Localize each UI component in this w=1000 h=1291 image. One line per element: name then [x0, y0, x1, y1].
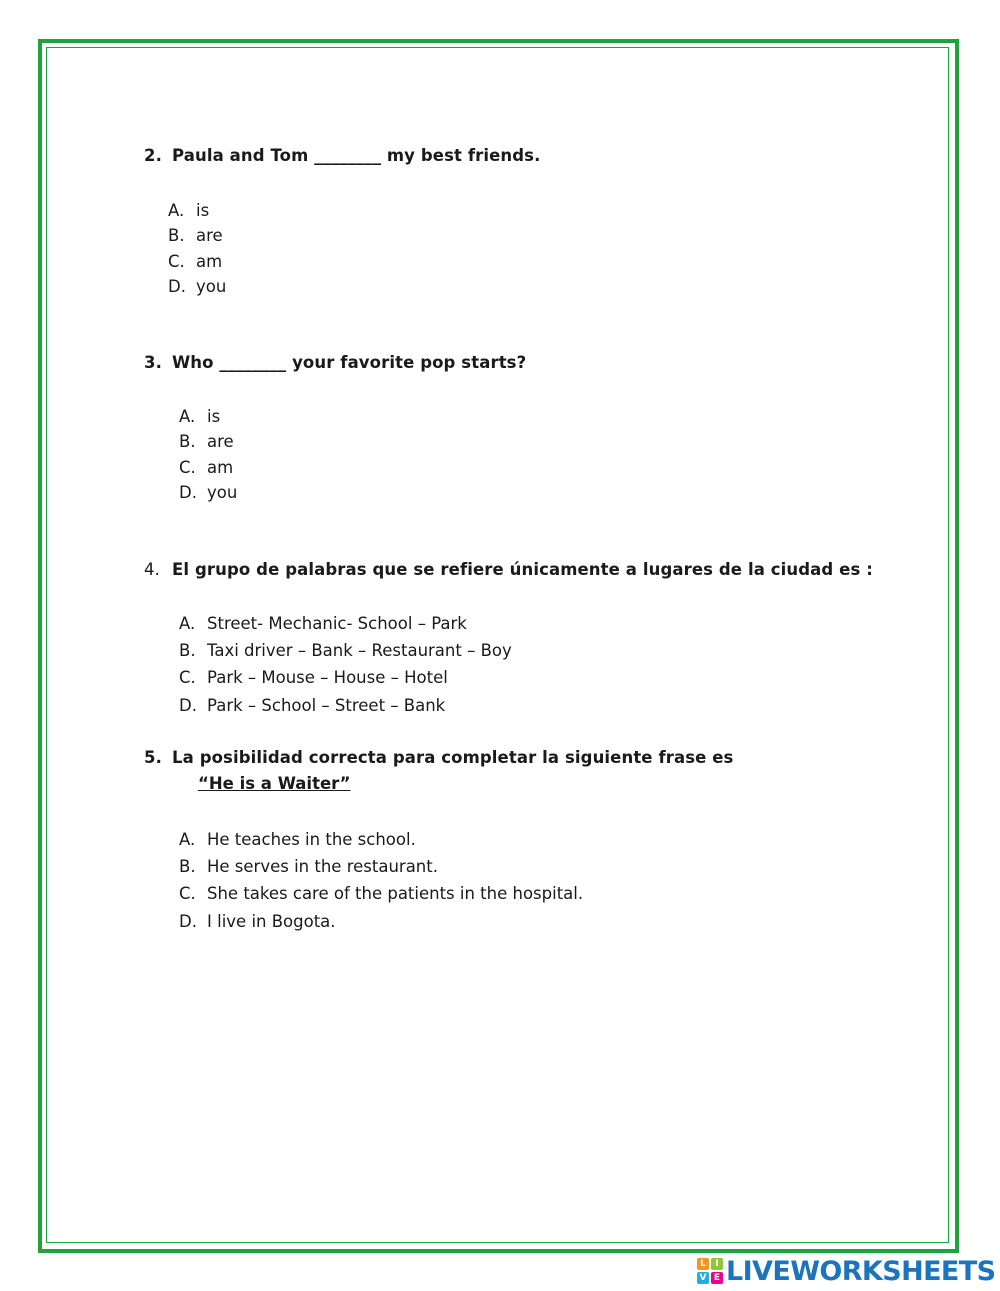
option-letter: B.: [168, 226, 185, 246]
option-b[interactable]: [179, 429, 237, 454]
question-2: [144, 146, 540, 165]
option-c[interactable]: [179, 664, 512, 691]
question-number: 2.: [144, 146, 162, 165]
option-d[interactable]: [179, 480, 237, 505]
question-3-options: [179, 404, 237, 505]
question-text: Who ________ your favorite pop starts?: [172, 353, 527, 372]
logo-block-i: I: [711, 1258, 723, 1270]
option-letter: C.: [179, 884, 196, 904]
question-4: [144, 560, 873, 579]
option-text: He serves in the restaurant.: [207, 857, 438, 877]
question-number: 5.: [144, 748, 162, 767]
option-text: am: [207, 457, 234, 477]
option-letter: A.: [179, 830, 196, 849]
question-text: La posibilidad correcta para completar la siguiente frase es: [172, 748, 734, 767]
option-letter: A.: [179, 407, 196, 426]
option-text: He teaches in the school.: [207, 830, 416, 849]
option-a[interactable]: [168, 198, 226, 223]
option-letter: C.: [179, 457, 196, 477]
option-c[interactable]: [179, 455, 237, 480]
question-3: [144, 353, 526, 372]
option-letter: B.: [179, 857, 196, 877]
option-text: I live in Bogota.: [207, 911, 336, 931]
option-letter: A.: [179, 614, 196, 633]
liveworksheets-logo: [697, 1256, 995, 1286]
option-d[interactable]: [179, 692, 512, 719]
option-text: She takes care of the patients in the hospital.: [207, 884, 584, 904]
question-5-options: [179, 826, 583, 935]
option-text: you: [196, 276, 227, 296]
option-text: Park – Mouse – House – Hotel: [207, 668, 448, 688]
logo-blocks-icon: [697, 1258, 723, 1284]
option-text: Taxi driver – Bank – Restaurant – Boy: [207, 641, 512, 661]
question-5: [144, 748, 733, 767]
option-b[interactable]: [179, 637, 512, 664]
option-letter: B.: [179, 641, 196, 661]
option-letter: C.: [179, 668, 196, 688]
option-letter: D.: [179, 695, 197, 715]
option-text: Park – School – Street – Bank: [207, 695, 446, 715]
option-a[interactable]: [179, 404, 237, 429]
question-number: 3.: [144, 353, 162, 372]
question-number: 4.: [144, 560, 160, 579]
option-letter: D.: [179, 911, 197, 931]
option-text: am: [196, 251, 223, 271]
option-c[interactable]: [168, 249, 226, 274]
option-text: you: [207, 482, 238, 502]
option-d[interactable]: [168, 274, 226, 299]
logo-block-v: V: [697, 1272, 709, 1284]
option-text: are: [196, 226, 223, 246]
logo-block-l: L: [697, 1258, 709, 1270]
option-letter: D.: [168, 276, 186, 296]
question-text: Paula and Tom ________ my best friends.: [172, 146, 541, 165]
quoted-phrase: “He is a Waiter”: [198, 774, 351, 793]
question-2-options: [168, 198, 226, 299]
option-a[interactable]: [179, 610, 512, 637]
option-letter: D.: [179, 482, 197, 502]
logo-text: LIVEWORKSHEETS: [726, 1255, 996, 1287]
option-c[interactable]: [179, 880, 583, 907]
option-text: are: [207, 432, 234, 452]
question-text: El grupo de palabras que se refiere únicamente a lugares de la ciudad es :: [172, 560, 873, 579]
option-letter: B.: [179, 432, 196, 452]
option-letter: C.: [168, 251, 185, 271]
option-text: is: [196, 201, 210, 220]
question-4-options: [179, 610, 512, 719]
option-text: Street- Mechanic- School – Park: [207, 614, 467, 633]
option-text: is: [207, 407, 221, 426]
option-d[interactable]: [179, 908, 583, 935]
option-b[interactable]: [168, 223, 226, 248]
option-a[interactable]: [179, 826, 583, 853]
option-letter: A.: [168, 201, 185, 220]
logo-block-e: E: [711, 1272, 723, 1284]
option-b[interactable]: [179, 853, 583, 880]
